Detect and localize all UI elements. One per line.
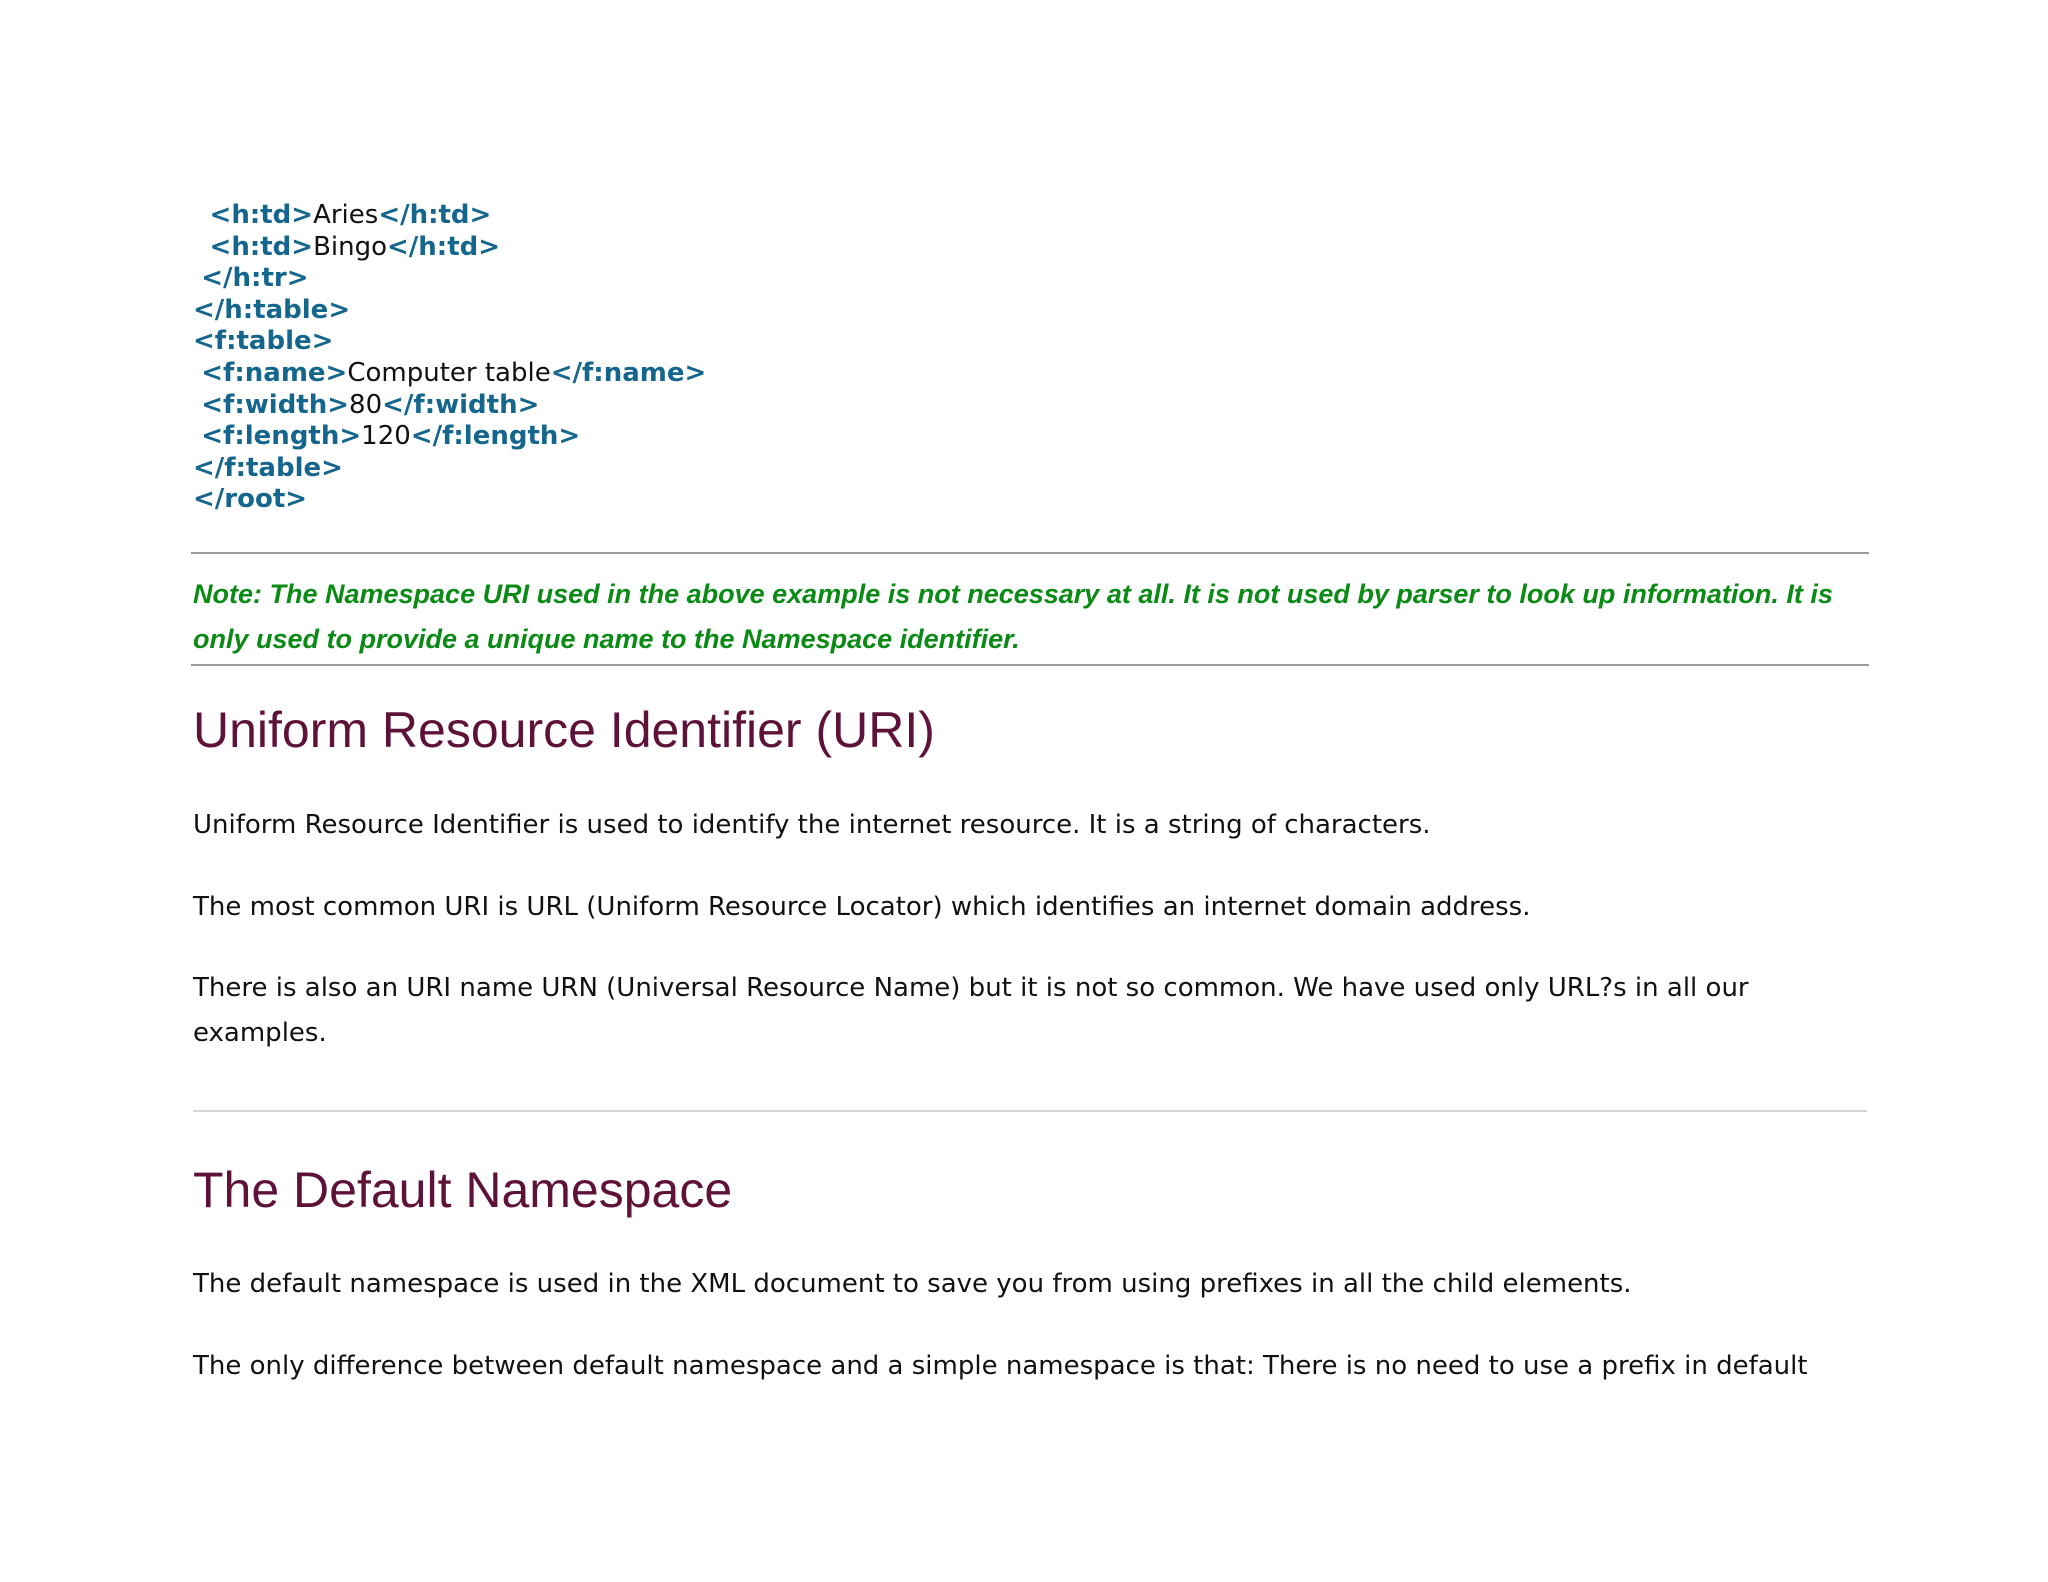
xml-tag: </f:length>: [410, 421, 581, 452]
xml-text: Bingo: [313, 231, 388, 262]
uri-paragraph-1: Uniform Resource Identifier is used to identify the internet resource. It is a string of characters.: [193, 810, 1431, 840]
xml-text: Computer table: [347, 357, 551, 388]
code-indent: [193, 232, 210, 262]
note-bottom-rule: [191, 664, 1869, 666]
code-line: [193, 421, 706, 453]
xml-tag: </f:width>: [382, 389, 540, 420]
xml-tag: </h:table>: [193, 294, 351, 325]
section-divider: [193, 1110, 1867, 1112]
uri-paragraph-2: The most common URI is URL (Uniform Resource Locator) which identifies an internet domain address.: [193, 892, 1531, 922]
code-line: [193, 295, 706, 327]
code-indent: [193, 200, 210, 230]
xml-tag: </h:td>: [378, 200, 492, 230]
uri-heading: Uniform Resource Identifier (URI): [193, 702, 935, 758]
code-line: [193, 326, 706, 358]
xml-tag: </h:td>: [387, 231, 501, 262]
namespace-uri-note: Note: The Namespace URI used in the above example is not necessary at all. It is not used by parser to look up information. It is only used to provide a unique name to the Namespace identifier.: [193, 579, 1833, 654]
code-line: [193, 484, 706, 516]
xml-tag: </f:name>: [550, 357, 707, 388]
xml-code-example: [193, 200, 706, 516]
code-line: [193, 200, 706, 232]
code-line: [193, 263, 706, 295]
xml-tag: <f:width>: [201, 389, 350, 420]
xml-tag: </h:tr>: [201, 263, 309, 294]
xml-text: 120: [361, 421, 411, 452]
default-namespace-paragraph-1: The default namespace is used in the XML document to save you from using prefixes in all the child elements.: [193, 1269, 1632, 1299]
xml-tag: </f:table>: [193, 452, 343, 483]
default-namespace-heading: The Default Namespace: [193, 1162, 733, 1218]
xml-tag: <h:td>: [209, 231, 314, 262]
code-line: [193, 358, 706, 390]
code-line: [193, 390, 706, 422]
xml-tag: <f:table>: [193, 326, 334, 357]
xml-tag: <f:length>: [201, 421, 362, 452]
xml-tag: <h:td>: [209, 200, 314, 230]
code-line: [193, 453, 706, 485]
code-line: [193, 232, 706, 264]
xml-text: Aries: [313, 200, 379, 230]
default-namespace-paragraph-2: The only difference between default namespace and a simple namespace is that: There is no need to use a prefix in default: [193, 1351, 1808, 1381]
xml-tag: </root>: [193, 484, 308, 515]
xml-text: 80: [349, 389, 383, 420]
xml-tag: <f:name>: [201, 357, 348, 388]
note-top-rule: [191, 552, 1869, 554]
uri-paragraph-3: There is also an URI name URN (Universal Resource Name) but it is not so common. We have used only URL?s in all our examples.: [193, 973, 1749, 1048]
